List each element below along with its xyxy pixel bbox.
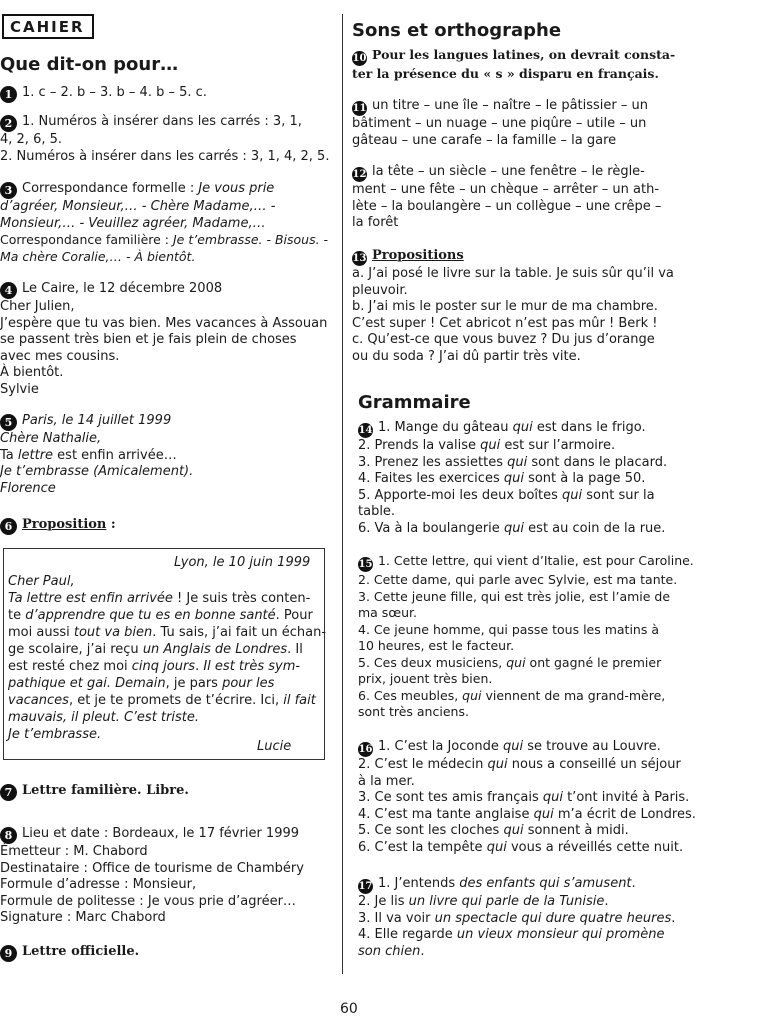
exercise-14 xyxy=(358,420,667,537)
text-run: 6. Va à la boulangerie xyxy=(358,520,504,536)
text-run: lettre xyxy=(17,447,54,463)
exercise-number-badge: 15 xyxy=(358,559,373,570)
exercise-item-line xyxy=(358,790,696,807)
letter-signature: Lucie xyxy=(257,739,292,754)
exercise-number-badge: 17 xyxy=(358,881,373,892)
emphasis-run: qui xyxy=(503,520,525,536)
text-run: est dans le frigo. xyxy=(532,420,646,435)
exercise-item-line xyxy=(358,823,696,840)
letter-salutation: Cher Paul, xyxy=(8,574,75,589)
exercise-8-line: Formule d’adresse : Monsieur, xyxy=(0,877,197,892)
text-run: m’a écrit de Londres. xyxy=(553,806,696,822)
exercise-number-badge: 4 xyxy=(0,282,17,299)
letter-date: Lyon, le 10 juin 1999 xyxy=(174,555,311,570)
exercise-4-line: Le Caire, le 12 décembre 2008 xyxy=(22,281,223,296)
text-run: . xyxy=(420,943,425,959)
exercise-number-badge: 6 xyxy=(0,518,17,535)
text-run: moi aussi xyxy=(8,625,74,640)
text-run: vous a réveillés cette nuit. xyxy=(506,839,684,855)
emphasis-run: un vieux monsieur qui promène xyxy=(456,927,665,942)
exercise-item-line xyxy=(358,589,694,606)
emphasis-run: qui xyxy=(512,420,533,435)
exercise-4-line: Sylvie xyxy=(0,381,39,397)
text-run: ma sœur. xyxy=(358,605,417,620)
exercise-2 xyxy=(0,114,329,165)
text-run: Correspondance familière : xyxy=(0,232,173,247)
exercise-item-line xyxy=(358,927,675,944)
exercise-number-badge: 16 xyxy=(358,744,373,755)
text-run: d’apprendre que tu es en bonne santé xyxy=(25,608,276,623)
exercise-number-badge: 10 xyxy=(352,53,367,64)
exercise-4-line: J’espère que tu vas bien. Mes vacances à Assouan xyxy=(0,315,328,331)
exercise-12 xyxy=(352,164,661,232)
section-title-grammaire: Grammaire xyxy=(358,392,471,413)
exercise-1-text: 1. c – 2. b – 3. b – 4. b – 5. c. xyxy=(22,85,207,100)
exercise-item-line xyxy=(358,655,694,672)
exercise-number-badge: 9 xyxy=(0,945,17,962)
text-run: 4. Elle regarde xyxy=(358,927,457,942)
text-run: 1. Mange du gâteau xyxy=(378,420,513,435)
emphasis-run: qui xyxy=(533,806,554,822)
text-run: est resté chez moi xyxy=(8,659,132,674)
text-run: . xyxy=(631,876,636,891)
exercise-17 xyxy=(358,876,675,960)
text-run: 4. Ce jeune homme, qui passe tous les matins à xyxy=(358,621,659,637)
exercise-12-line: la tête – un siècle – une fenêtre – le règle- xyxy=(372,164,645,179)
text-run: . xyxy=(671,910,676,926)
exercise-11-line: bâtiment – un nuage – une piqûre – utile – un xyxy=(352,116,647,131)
exercise-item-line xyxy=(358,638,694,655)
text-run: 5. Apporte-moi les deux boîtes xyxy=(358,487,563,503)
exercise-item-line xyxy=(358,438,667,455)
exercise-2-line: 2. Numéros à insérer dans les carrés : 3, 1, 4, 2, 5. xyxy=(0,148,330,164)
exercise-9-text: Lettre officielle. xyxy=(22,944,140,959)
text-run: est enfin arrivée… xyxy=(53,447,177,463)
emphasis-run: des enfants qui s’amusent xyxy=(459,876,632,891)
exercise-6-label: Proposition xyxy=(22,517,107,532)
text-run: . xyxy=(195,659,204,674)
text-run: Paris, le 14 juillet 1999 xyxy=(22,413,172,428)
emphasis-run: qui xyxy=(542,790,563,805)
text-run: ge scolaire, j’ai reçu xyxy=(8,642,143,657)
exercise-9 xyxy=(0,944,139,962)
emphasis-run: qui xyxy=(462,687,482,703)
text-run: ont gagné le premier xyxy=(525,654,662,670)
exercise-item-line xyxy=(358,488,667,505)
exercise-number-badge: 5 xyxy=(0,414,17,431)
text-run: 5. Ce sont les cloches xyxy=(358,823,504,838)
text-run: à la mer. xyxy=(358,773,415,789)
emphasis-run: qui xyxy=(502,739,524,754)
exercise-13-line: a. J’ai posé le livre sur la table. Je suis sûr qu’il va xyxy=(352,266,674,281)
exercise-4-line: avec mes cousins. xyxy=(0,348,120,364)
text-run: Ta xyxy=(0,447,18,463)
text-run: 2. C’est le médecin xyxy=(358,757,488,772)
text-run: Je t’embrasse. - Bisous. - xyxy=(172,232,329,247)
emphasis-run: qui xyxy=(507,454,528,470)
text-run: table. xyxy=(358,504,396,519)
text-run: 1. Cette lettre, qui vient d’Italie, est pour Caroline. xyxy=(378,553,694,568)
exercise-16 xyxy=(358,739,696,856)
exercise-item-line xyxy=(358,671,694,688)
exercise-item-line xyxy=(358,774,696,791)
exercise-7 xyxy=(0,783,189,801)
text-run: 4. C’est ma tante anglaise xyxy=(358,806,534,822)
exercise-5-line: Chère Nathalie, xyxy=(0,431,102,446)
emphasis-run: son chien xyxy=(358,943,421,959)
exercise-number-badge: 8 xyxy=(0,827,17,844)
exercise-item-line xyxy=(358,420,667,438)
exercise-4-line: À bientôt. xyxy=(0,365,64,380)
exercise-number-badge: 7 xyxy=(0,784,17,801)
text-run: 3. Prenez les assiettes xyxy=(358,454,508,470)
cahier-label: CAHIER xyxy=(2,14,94,39)
exercise-6 xyxy=(0,517,116,535)
exercise-1 xyxy=(0,85,207,103)
exercise-11-line: gâteau – une carafe – la famille – la gare xyxy=(352,132,617,148)
text-run: 2. Cette dame, qui parle avec Sylvie, est ma tante. xyxy=(358,572,678,587)
exercise-item-line xyxy=(358,704,694,721)
section-title-sons-orthographe: Sons et orthographe xyxy=(352,20,562,41)
exercise-13-line: c. Qu’est-ce que vous buvez ? Du jus d’orange xyxy=(352,332,655,347)
text-run: se trouve au Louvre. xyxy=(523,739,661,754)
letter-box xyxy=(3,548,325,760)
exercise-item-line xyxy=(358,739,696,757)
exercise-13-label: Propositions xyxy=(372,248,464,263)
text-run: 3. Cette jeune fille, qui est très jolie, est l’amie de xyxy=(358,588,671,604)
exercise-3-line: d’agréer, Monsieur,… - Chère Madame,… - xyxy=(0,199,276,214)
exercise-item-line xyxy=(358,572,694,589)
exercise-item-line xyxy=(358,944,675,961)
text-run: sont sur la xyxy=(582,487,655,503)
exercise-number-badge: 11 xyxy=(352,103,367,114)
emphasis-run: un spectacle qui dure quatre heures xyxy=(434,910,672,926)
text-run: 3. Ce sont tes amis français xyxy=(358,790,543,805)
emphasis-run: qui xyxy=(503,471,524,486)
emphasis-run: qui xyxy=(480,438,501,453)
text-run: cinq jours xyxy=(131,659,196,674)
text-run: 4. Faites les exercices xyxy=(358,471,504,486)
text-run: 1. J’entends xyxy=(378,876,460,891)
exercise-8-line: Destinataire : Office de tourisme de Chambéry xyxy=(0,860,304,876)
text-run: sonnent à midi. xyxy=(523,823,629,838)
exercise-item-line xyxy=(358,455,667,472)
text-run: Je vous prie xyxy=(198,181,275,196)
exercise-8 xyxy=(0,826,304,927)
exercise-5-line: Je t’embrasse (Amicalement). xyxy=(0,464,194,479)
text-run: 3. Il va voir xyxy=(358,910,435,926)
text-run: 6. C’est la tempête xyxy=(358,839,487,855)
exercise-item-line xyxy=(358,911,675,928)
letter-line: Je t’embrasse. xyxy=(8,727,102,742)
exercise-12-line: lète – la boulangère – un collègue – une crêpe – xyxy=(352,198,662,214)
exercise-11-line: un titre – une île – naître – le pâtissier – un xyxy=(372,98,648,113)
exercise-item-line xyxy=(358,807,696,824)
text-run: pathique et gai. Demain xyxy=(8,676,166,691)
emphasis-run: qui xyxy=(503,823,524,838)
exercise-item-line xyxy=(358,894,675,911)
text-run: 1. C’est la Joconde xyxy=(378,739,503,754)
text-run: 10 heures, est le facteur. xyxy=(358,638,515,653)
exercise-10-line: Pour les langues latines, on devrait consta- xyxy=(372,47,676,62)
text-run: prix, jouent très bien. xyxy=(358,671,493,686)
text-run: vacances xyxy=(8,693,69,708)
text-run: est sur l’armoire. xyxy=(500,438,616,453)
text-run: sont à la page 50. xyxy=(523,471,646,486)
text-run: te xyxy=(8,608,26,623)
exercise-number-badge: 3 xyxy=(0,182,17,199)
text-run: viennent de ma grand-mère, xyxy=(481,687,666,703)
text-run: 2. Prends la valise xyxy=(358,438,481,453)
emphasis-run: qui xyxy=(562,487,583,503)
exercise-12-line: ment – une fête – un chèque – arrêter – un ath- xyxy=(352,182,660,197)
text-run: est au coin de la rue. xyxy=(524,520,666,536)
exercise-8-line: Formule de politesse : Je vous prie d’agréer… xyxy=(0,893,296,909)
exercise-item-line xyxy=(358,757,696,774)
exercise-10 xyxy=(352,47,675,83)
exercise-number-badge: 1 xyxy=(0,86,17,103)
exercise-2-line: 1. Numéros à insérer dans les carrés : 3, 1, xyxy=(22,114,302,129)
exercise-15 xyxy=(358,553,694,721)
emphasis-run: qui xyxy=(487,757,508,772)
exercise-number-badge: 2 xyxy=(0,115,17,132)
exercise-3-line: Monsieur,… - Veuillez agréer, Madame,… xyxy=(0,215,266,231)
exercise-item-line xyxy=(358,876,675,894)
text-run: 2. Je lis xyxy=(358,894,409,909)
exercise-8-line: Signature : Marc Chabord xyxy=(0,910,166,925)
text-run: , je pars xyxy=(165,676,223,691)
exercise-8-line: Lieu et date : Bordeaux, le 17 février 1999 xyxy=(22,826,300,841)
exercise-7-text: Lettre familière. Libre. xyxy=(22,783,189,798)
exercise-item-line xyxy=(358,622,694,639)
text-run: 6. Ces meubles, xyxy=(358,687,463,703)
exercise-13-line: C’est super ! Cet abricot n’est pas mûr ! Berk ! xyxy=(352,315,658,331)
exercise-8-line: Émetteur : M. Chabord xyxy=(0,844,148,859)
exercise-item-line xyxy=(358,553,694,572)
exercise-4-line: se passent très bien et je fais plein de choses xyxy=(0,332,297,347)
exercise-item-line xyxy=(358,504,667,521)
exercise-number-badge: 13 xyxy=(352,253,367,264)
text-run: sont très anciens. xyxy=(358,704,469,719)
text-run: , et je te promets de t’écrire. Ici, xyxy=(68,693,284,708)
emphasis-run: qui xyxy=(486,839,507,855)
emphasis-run: qui xyxy=(506,654,526,670)
text-run: pour les xyxy=(222,676,275,691)
text-run: Ta lettre est enfin arrivée xyxy=(8,591,173,606)
text-run: . xyxy=(604,894,609,909)
text-run: . Tu sais, j’ai fait un échan- xyxy=(152,625,327,640)
exercise-item-line xyxy=(358,521,667,538)
text-run: : xyxy=(106,517,116,532)
exercise-12-line: la forêt xyxy=(352,215,399,230)
exercise-13 xyxy=(352,248,674,365)
exercise-4 xyxy=(0,281,327,398)
exercise-item-line xyxy=(358,605,694,622)
exercise-13-line: ou du soda ? J’ai dû partir très vite. xyxy=(352,348,581,364)
text-run: 5. Ces deux musiciens, xyxy=(358,654,507,670)
text-run: t’ont invité à Paris. xyxy=(562,790,690,805)
exercise-number-badge: 14 xyxy=(358,425,373,436)
exercise-3 xyxy=(0,181,328,265)
text-run: tout va bien xyxy=(73,625,153,640)
exercise-3-line: Ma chère Coralie,… - À bientôt. xyxy=(0,248,196,264)
exercise-item-line xyxy=(358,840,696,857)
exercise-13-line: pleuvoir. xyxy=(352,282,408,298)
exercise-item-line xyxy=(358,688,694,705)
text-run: Correspondance formelle : xyxy=(22,181,199,196)
emphasis-run: un livre qui parle de la Tunisie xyxy=(408,894,605,909)
exercise-13-line: b. J’ai mis le poster sur le mur de ma chambre. xyxy=(352,299,658,314)
exercise-5-line: Florence xyxy=(0,480,56,496)
exercise-11 xyxy=(352,98,648,149)
page-number: 60 xyxy=(340,1001,358,1017)
text-run: . Il xyxy=(287,642,303,657)
text-run: Il est très sym- xyxy=(203,659,301,674)
text-run: ! Je suis très conten- xyxy=(172,591,311,606)
exercise-4-line: Cher Julien, xyxy=(0,299,75,314)
text-run: sont dans le placard. xyxy=(527,454,668,470)
section-title-que-dit-on: Que dit-on pour… xyxy=(0,54,179,75)
text-run: . Pour xyxy=(275,608,313,623)
exercise-10-line: ter la présence du « s » disparu en français. xyxy=(352,66,659,81)
letter-line: mauvais, il pleut. C’est triste. xyxy=(8,710,199,725)
text-run: nous a conseillé un séjour xyxy=(507,757,681,772)
exercise-item-line xyxy=(358,471,667,488)
text-run: un Anglais de Londres xyxy=(142,642,288,657)
exercise-number-badge: 12 xyxy=(352,169,367,180)
text-run: il fait xyxy=(283,693,316,708)
column-divider xyxy=(342,14,343,974)
exercise-5 xyxy=(0,413,193,497)
exercise-2-line: 4, 2, 6, 5. xyxy=(0,132,63,147)
